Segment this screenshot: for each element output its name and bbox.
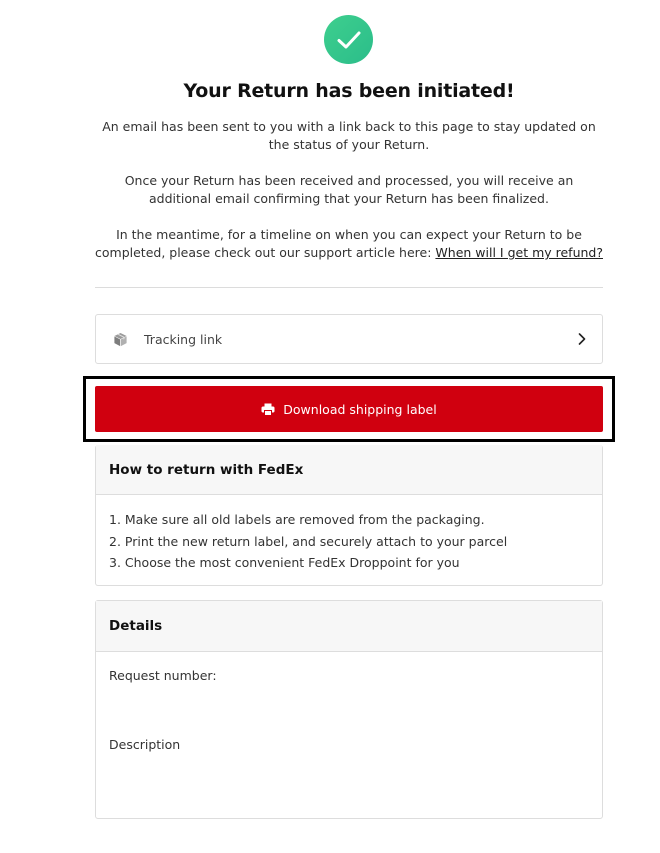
fedex-instructions-title: How to return with FedEx <box>96 445 602 495</box>
download-button-label: Download shipping label <box>283 401 437 417</box>
package-icon <box>112 331 128 347</box>
details-title: Details <box>96 601 602 652</box>
instruction-step: 3. Choose the most convenient FedEx Droppoint for you <box>109 555 460 570</box>
details-card <box>95 600 603 819</box>
instruction-step: 2. Print the new return label, and securely attach to your parcel <box>109 533 508 549</box>
timeline-message-text: In the meantime, for a timeline on when you can expect your Return to be completed, please check out our support article here: <box>95 227 582 260</box>
fedex-instructions-card <box>95 445 603 586</box>
download-shipping-label-button[interactable] <box>95 386 603 432</box>
printer-icon <box>261 403 275 416</box>
check-icon <box>336 30 362 50</box>
page-title: Your Return has been initiated! <box>183 80 515 102</box>
tracking-link-row[interactable] <box>95 314 603 364</box>
instruction-step: 1. Make sure all old labels are removed from the packaging. <box>109 512 485 527</box>
section-divider <box>95 287 603 288</box>
email-sent-message: An email has been sent to you with a link back to this page to stay updated on the status of your Return. <box>102 119 596 152</box>
success-check-icon <box>324 15 373 64</box>
instruction-steps <box>96 495 602 574</box>
timeline-message <box>95 226 603 262</box>
processing-message: Once your Return has been received and processed, you will receive an additional email confirming that your Return has been finalized. <box>124 173 574 206</box>
refund-article-link[interactable]: When will I get my refund? <box>435 245 603 260</box>
request-number-label: Request number: <box>109 668 217 683</box>
chevron-right-icon <box>576 333 588 345</box>
tracking-link-label: Tracking link <box>144 331 223 347</box>
description-label: Description <box>109 737 181 752</box>
